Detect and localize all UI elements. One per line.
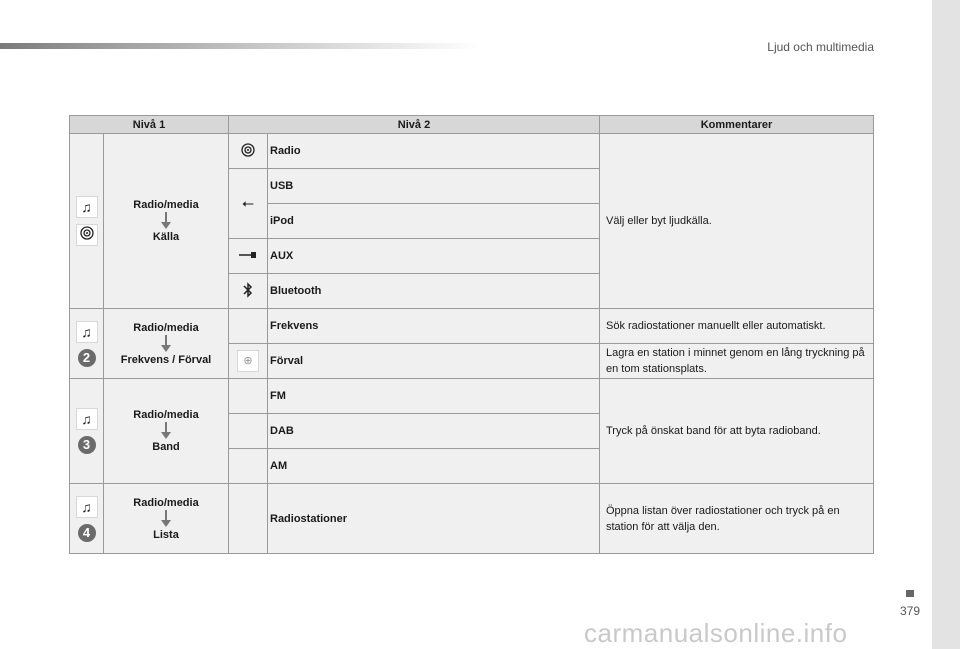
level2-item-bluetooth: Bluetooth bbox=[268, 274, 600, 309]
level1-label: Radio/media bbox=[133, 496, 199, 509]
arrow-down-icon bbox=[159, 212, 173, 230]
aux-icon bbox=[239, 250, 257, 260]
header-gradient-bar bbox=[0, 43, 480, 49]
table-row bbox=[70, 484, 874, 554]
group3-icons bbox=[70, 379, 104, 484]
radio-icon-cell bbox=[229, 134, 268, 169]
level2-item-fm: FM bbox=[268, 379, 600, 414]
bluetooth-icon-cell bbox=[229, 274, 268, 309]
level2-item-usb: USB bbox=[268, 169, 600, 204]
usb-icon-cell bbox=[229, 169, 268, 239]
level2-item-ipod: iPod bbox=[268, 204, 600, 239]
level2-item-dab: DAB bbox=[268, 414, 600, 449]
aux-icon-cell bbox=[229, 239, 268, 274]
group2-level1 bbox=[104, 309, 229, 379]
arrow-down-icon bbox=[159, 422, 173, 440]
side-tab bbox=[932, 0, 960, 649]
page-number: 379 bbox=[900, 604, 921, 618]
group4-comment: Öppna listan över radiostationer och tryck på en station för att välja den. bbox=[600, 484, 874, 554]
level2-item-radiostationer: Radiostationer bbox=[268, 484, 600, 554]
table-header-row bbox=[70, 116, 874, 134]
col-header-comments: Kommentarer bbox=[600, 116, 874, 134]
level2-item-aux: AUX bbox=[268, 239, 600, 274]
music-note-icon: ♫ bbox=[76, 321, 98, 343]
col-header-level2: Nivå 2 bbox=[229, 116, 600, 134]
level1-sublabel: Frekvens / Förval bbox=[120, 353, 212, 366]
level1-label: Radio/media bbox=[133, 199, 199, 211]
music-note-icon: ♫ bbox=[76, 496, 98, 518]
step-badge: 3 bbox=[78, 436, 96, 454]
level2-item-frekvens: Frekvens bbox=[268, 309, 600, 344]
group2-icons bbox=[70, 309, 104, 379]
level1-label: Radio/media bbox=[133, 321, 199, 334]
empty-icon-cell bbox=[229, 484, 268, 554]
group3-level1 bbox=[104, 379, 229, 484]
step-badge: 2 bbox=[78, 349, 96, 367]
music-note-icon: ♫ bbox=[76, 196, 98, 218]
frekvens-comment: Sök radiostationer manuellt eller automatiskt. bbox=[600, 309, 874, 344]
empty-icon-cell bbox=[229, 379, 268, 414]
music-note-icon: ♫ bbox=[76, 408, 98, 430]
table-row bbox=[70, 309, 874, 344]
table-row bbox=[70, 379, 874, 414]
level1-sublabel: Band bbox=[152, 441, 180, 453]
group1-level1 bbox=[104, 134, 229, 309]
radio-icon bbox=[241, 143, 255, 157]
menu-table bbox=[69, 115, 874, 554]
col-header-level1: Nivå 1 bbox=[70, 116, 229, 134]
usb-icon: ⭠ bbox=[241, 195, 254, 212]
level1-label: Radio/media bbox=[133, 409, 199, 421]
empty-icon-cell bbox=[229, 449, 268, 484]
empty-icon-cell bbox=[229, 414, 268, 449]
group3-comment: Tryck på önskat band för att byta radioband. bbox=[600, 379, 874, 484]
section-title: Ljud och multimedia bbox=[767, 40, 874, 54]
group4-level1 bbox=[104, 484, 229, 554]
arrow-down-icon bbox=[159, 510, 173, 528]
watermark: carmanualsonline.info bbox=[584, 618, 848, 648]
table-row bbox=[70, 134, 874, 169]
preset-icon: ⊕ bbox=[237, 350, 259, 372]
group1-icons bbox=[70, 134, 104, 309]
level1-sublabel: Källa bbox=[152, 231, 180, 243]
group1-comment: Välj eller byt ljudkälla. bbox=[600, 134, 874, 309]
group4-icons bbox=[70, 484, 104, 554]
forval-comment: Lagra en station i minnet genom en lång tryckning på en tom stationsplats. bbox=[600, 344, 874, 379]
empty-icon-cell bbox=[229, 309, 268, 344]
level2-item-radio: Radio bbox=[268, 134, 600, 169]
radio-icon bbox=[76, 224, 98, 246]
preset-icon-cell bbox=[229, 344, 268, 379]
arrow-down-icon bbox=[159, 335, 173, 353]
bluetooth-icon bbox=[243, 282, 253, 298]
step-badge: 4 bbox=[78, 524, 96, 542]
page-marker bbox=[906, 590, 914, 597]
level2-item-am: AM bbox=[268, 449, 600, 484]
level1-sublabel: Lista bbox=[153, 528, 179, 541]
level2-item-forval: Förval bbox=[268, 344, 600, 379]
